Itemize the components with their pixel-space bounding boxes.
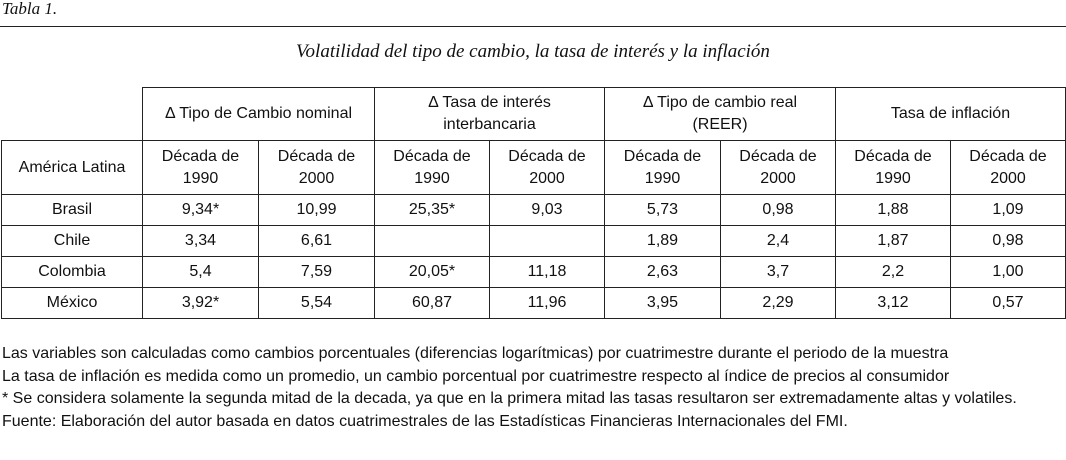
value-cell: 1,00: [951, 257, 1066, 288]
table-row-mexico: [2, 288, 1066, 319]
country-cell: Brasil: [2, 195, 143, 226]
value-cell: [375, 226, 490, 257]
country-cell: Chile: [2, 226, 143, 257]
sub-header-cell: Década de 2000: [951, 141, 1066, 195]
value-cell: 3,95: [605, 288, 721, 319]
value-cell: 7,59: [259, 257, 375, 288]
sub-header-cell: Década de 2000: [721, 141, 836, 195]
value-cell: 60,87: [375, 288, 490, 319]
value-cell: 2,63: [605, 257, 721, 288]
value-cell: 2,4: [721, 226, 836, 257]
value-cell: 3,12: [836, 288, 951, 319]
data-table: [1, 87, 1066, 319]
value-cell: 3,92*: [143, 288, 259, 319]
note-methodology: Las variables son calculadas como cambios porcentuales (diferencias logarítmicas) por cuatrimestre durante el periodo de la muestra: [2, 345, 949, 362]
value-cell: 5,54: [259, 288, 375, 319]
group-header-inflation: Tasa de inflación: [836, 88, 1066, 141]
value-cell: 5,73: [605, 195, 721, 226]
value-cell: 25,35*: [375, 195, 490, 226]
value-cell: 1,87: [836, 226, 951, 257]
top-rule: [0, 26, 1066, 27]
note-inflation: La tasa de inflación es medida como un promedio, un cambio porcentual por cuatrimestre respecto al índice de precios al consumidor: [2, 367, 950, 385]
table-caption: Volatilidad del tipo de cambio, la tasa de interés y la inflación: [296, 41, 770, 62]
value-cell: 3,34: [143, 226, 259, 257]
value-cell: 0,98: [721, 195, 836, 226]
value-cell: 6,61: [259, 226, 375, 257]
value-cell: 2,29: [721, 288, 836, 319]
table-row-colombia: [2, 257, 1066, 288]
value-cell: 1,09: [951, 195, 1066, 226]
value-cell: 1,88: [836, 195, 951, 226]
value-cell: 2,2: [836, 257, 951, 288]
note-source: Fuente: Elaboración del autor basada en datos cuatrimestrales de las Estadísticas Financieras Internacionales del FMI.: [2, 412, 848, 430]
sub-header-cell: Década de 2000: [490, 141, 605, 195]
group-header-interest: Δ Tasa de interés interbancaria: [375, 88, 605, 141]
sub-header-cell: Década de 2000: [259, 141, 375, 195]
value-cell: 0,98: [951, 226, 1066, 257]
value-cell: 9,34*: [143, 195, 259, 226]
sub-header-cell: Década de 1990: [375, 141, 490, 195]
sub-header-cell: Década de 1990: [605, 141, 721, 195]
note-asterisk: * Se considera solamente la segunda mitad de la decada, ya que en la primera mitad las tasas resultaron ser extremadamente altas y volatiles.: [2, 390, 1017, 407]
value-cell: [490, 226, 605, 257]
sub-header-cell: Década de 1990: [143, 141, 259, 195]
value-cell: 5,4: [143, 257, 259, 288]
table-row-chile: [2, 226, 1066, 257]
value-cell: 11,96: [490, 288, 605, 319]
blank-corner-cell: [2, 88, 143, 141]
table-label: Tabla 1.: [2, 0, 58, 18]
table-row-brasil: [2, 195, 1066, 226]
value-cell: 9,03: [490, 195, 605, 226]
country-cell: Colombia: [2, 257, 143, 288]
group-header-row: [2, 88, 1066, 141]
sub-header-row: [2, 141, 1066, 195]
value-cell: 3,7: [721, 257, 836, 288]
value-cell: 0,57: [951, 288, 1066, 319]
group-header-nominal: Δ Tipo de Cambio nominal: [143, 88, 375, 141]
row-header: América Latina: [2, 141, 143, 195]
sub-header-cell: Década de 1990: [836, 141, 951, 195]
country-cell: México: [2, 288, 143, 319]
table-notes: [2, 343, 1064, 433]
value-cell: 10,99: [259, 195, 375, 226]
value-cell: 1,89: [605, 226, 721, 257]
group-header-real: Δ Tipo de cambio real (REER): [605, 88, 836, 141]
value-cell: 20,05*: [375, 257, 490, 288]
value-cell: 11,18: [490, 257, 605, 288]
